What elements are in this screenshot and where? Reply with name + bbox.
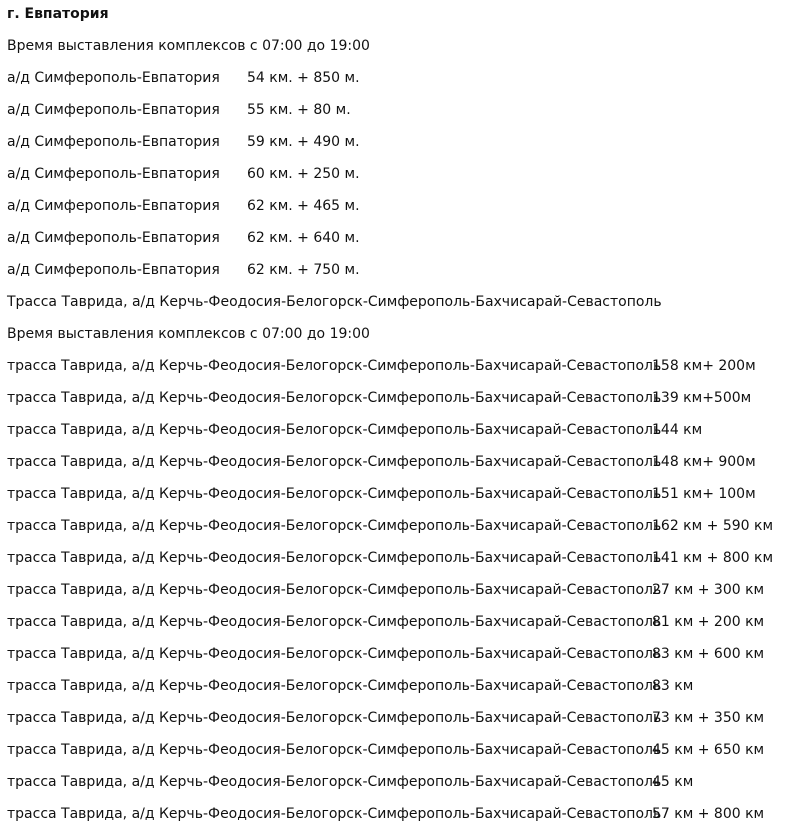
- road-name: трасса Таврида, а/д Керчь-Феодосия-Белогорск-Симферополь-Бахчисарай-Севастополь: [7, 582, 662, 598]
- road-name: трасса Таврида, а/д Керчь-Феодосия-Белогорск-Симферополь-Бахчисарай-Севастополь: [7, 614, 662, 630]
- road-name: трасса Таврида, а/д Керчь-Феодосия-Белогорск-Симферополь-Бахчисарай-Севастополь: [7, 422, 662, 438]
- road-distance: 27 км + 300 км: [652, 582, 765, 598]
- road-distance: 57 км + 800 км: [652, 806, 765, 822]
- road-distance: 148 км+ 900м: [652, 454, 756, 470]
- road-distance: 62 км. + 465 м.: [247, 198, 360, 214]
- road-distance: 73 км + 350 км: [652, 710, 765, 726]
- road-name: а/д Симферополь-Евпатория: [7, 102, 220, 118]
- road-name: трасса Таврида, а/д Керчь-Феодосия-Белогорск-Симферополь-Бахчисарай-Севастополь: [7, 454, 662, 470]
- road-name: а/д Симферополь-Евпатория: [7, 166, 220, 182]
- road-name: трасса Таврида, а/д Керчь-Феодосия-Белогорск-Симферополь-Бахчисарай-Севастополь: [7, 358, 662, 374]
- road-distance: 55 км. + 80 м.: [247, 102, 351, 118]
- road-name: трасса Таврида, а/д Керчь-Феодосия-Белогорск-Симферополь-Бахчисарай-Севастополь: [7, 742, 662, 758]
- road-distance: 81 км + 200 км: [652, 614, 765, 630]
- time-note: Время выставления комплексов с 07:00 до 19:00: [7, 38, 370, 54]
- road-distance: 158 км+ 200м: [652, 358, 756, 374]
- road-name: трасса Таврида, а/д Керчь-Феодосия-Белогорск-Симферополь-Бахчисарай-Севастополь: [7, 710, 662, 726]
- road-name: а/д Симферополь-Евпатория: [7, 70, 220, 86]
- road-distance: 45 км + 650 км: [652, 742, 765, 758]
- road-distance: 141 км + 800 км: [652, 550, 774, 566]
- road-name: а/д Симферополь-Евпатория: [7, 134, 220, 150]
- road-name: а/д Симферополь-Евпатория: [7, 198, 220, 214]
- road-name: трасса Таврида, а/д Керчь-Феодосия-Белогорск-Симферополь-Бахчисарай-Севастополь: [7, 646, 662, 662]
- road-name: а/д Симферополь-Евпатория: [7, 230, 220, 246]
- time-note: Время выставления комплексов с 07:00 до 19:00: [7, 326, 370, 342]
- road-distance: 151 км+ 100м: [652, 486, 756, 502]
- page-title: г. Евпатория: [7, 6, 109, 22]
- section-heading: Трасса Таврида, а/д Керчь-Феодосия-Белогорск-Симферополь-Бахчисарай-Севастополь: [7, 294, 662, 310]
- road-name: трасса Таврида, а/д Керчь-Феодосия-Белогорск-Симферополь-Бахчисарай-Севастополь: [7, 518, 662, 534]
- road-name: трасса Таврида, а/д Керчь-Феодосия-Белогорск-Симферополь-Бахчисарай-Севастополь: [7, 678, 662, 694]
- road-distance: 144 км: [652, 422, 703, 438]
- road-name: трасса Таврида, а/д Керчь-Феодосия-Белогорск-Симферополь-Бахчисарай-Севастополь: [7, 806, 662, 822]
- road-name: трасса Таврида, а/д Керчь-Феодосия-Белогорск-Симферополь-Бахчисарай-Севастополь: [7, 390, 662, 406]
- road-distance: 62 км. + 750 м.: [247, 262, 360, 278]
- road-distance: 62 км. + 640 м.: [247, 230, 360, 246]
- road-name: а/д Симферополь-Евпатория: [7, 262, 220, 278]
- road-distance: 60 км. + 250 м.: [247, 166, 360, 182]
- road-name: трасса Таврида, а/д Керчь-Феодосия-Белогорск-Симферополь-Бахчисарай-Севастополь: [7, 774, 662, 790]
- road-distance: 139 км+500м: [652, 390, 752, 406]
- road-distance: 54 км. + 850 м.: [247, 70, 360, 86]
- road-distance: 83 км + 600 км: [652, 646, 765, 662]
- road-name: трасса Таврида, а/д Керчь-Феодосия-Белогорск-Симферополь-Бахчисарай-Севастополь: [7, 486, 662, 502]
- road-distance: 59 км. + 490 м.: [247, 134, 360, 150]
- road-distance: 83 км: [652, 678, 694, 694]
- road-distance: 45 км: [652, 774, 694, 790]
- road-name: трасса Таврида, а/д Керчь-Феодосия-Белогорск-Симферополь-Бахчисарай-Севастополь: [7, 550, 662, 566]
- road-distance: 162 км + 590 км: [652, 518, 774, 534]
